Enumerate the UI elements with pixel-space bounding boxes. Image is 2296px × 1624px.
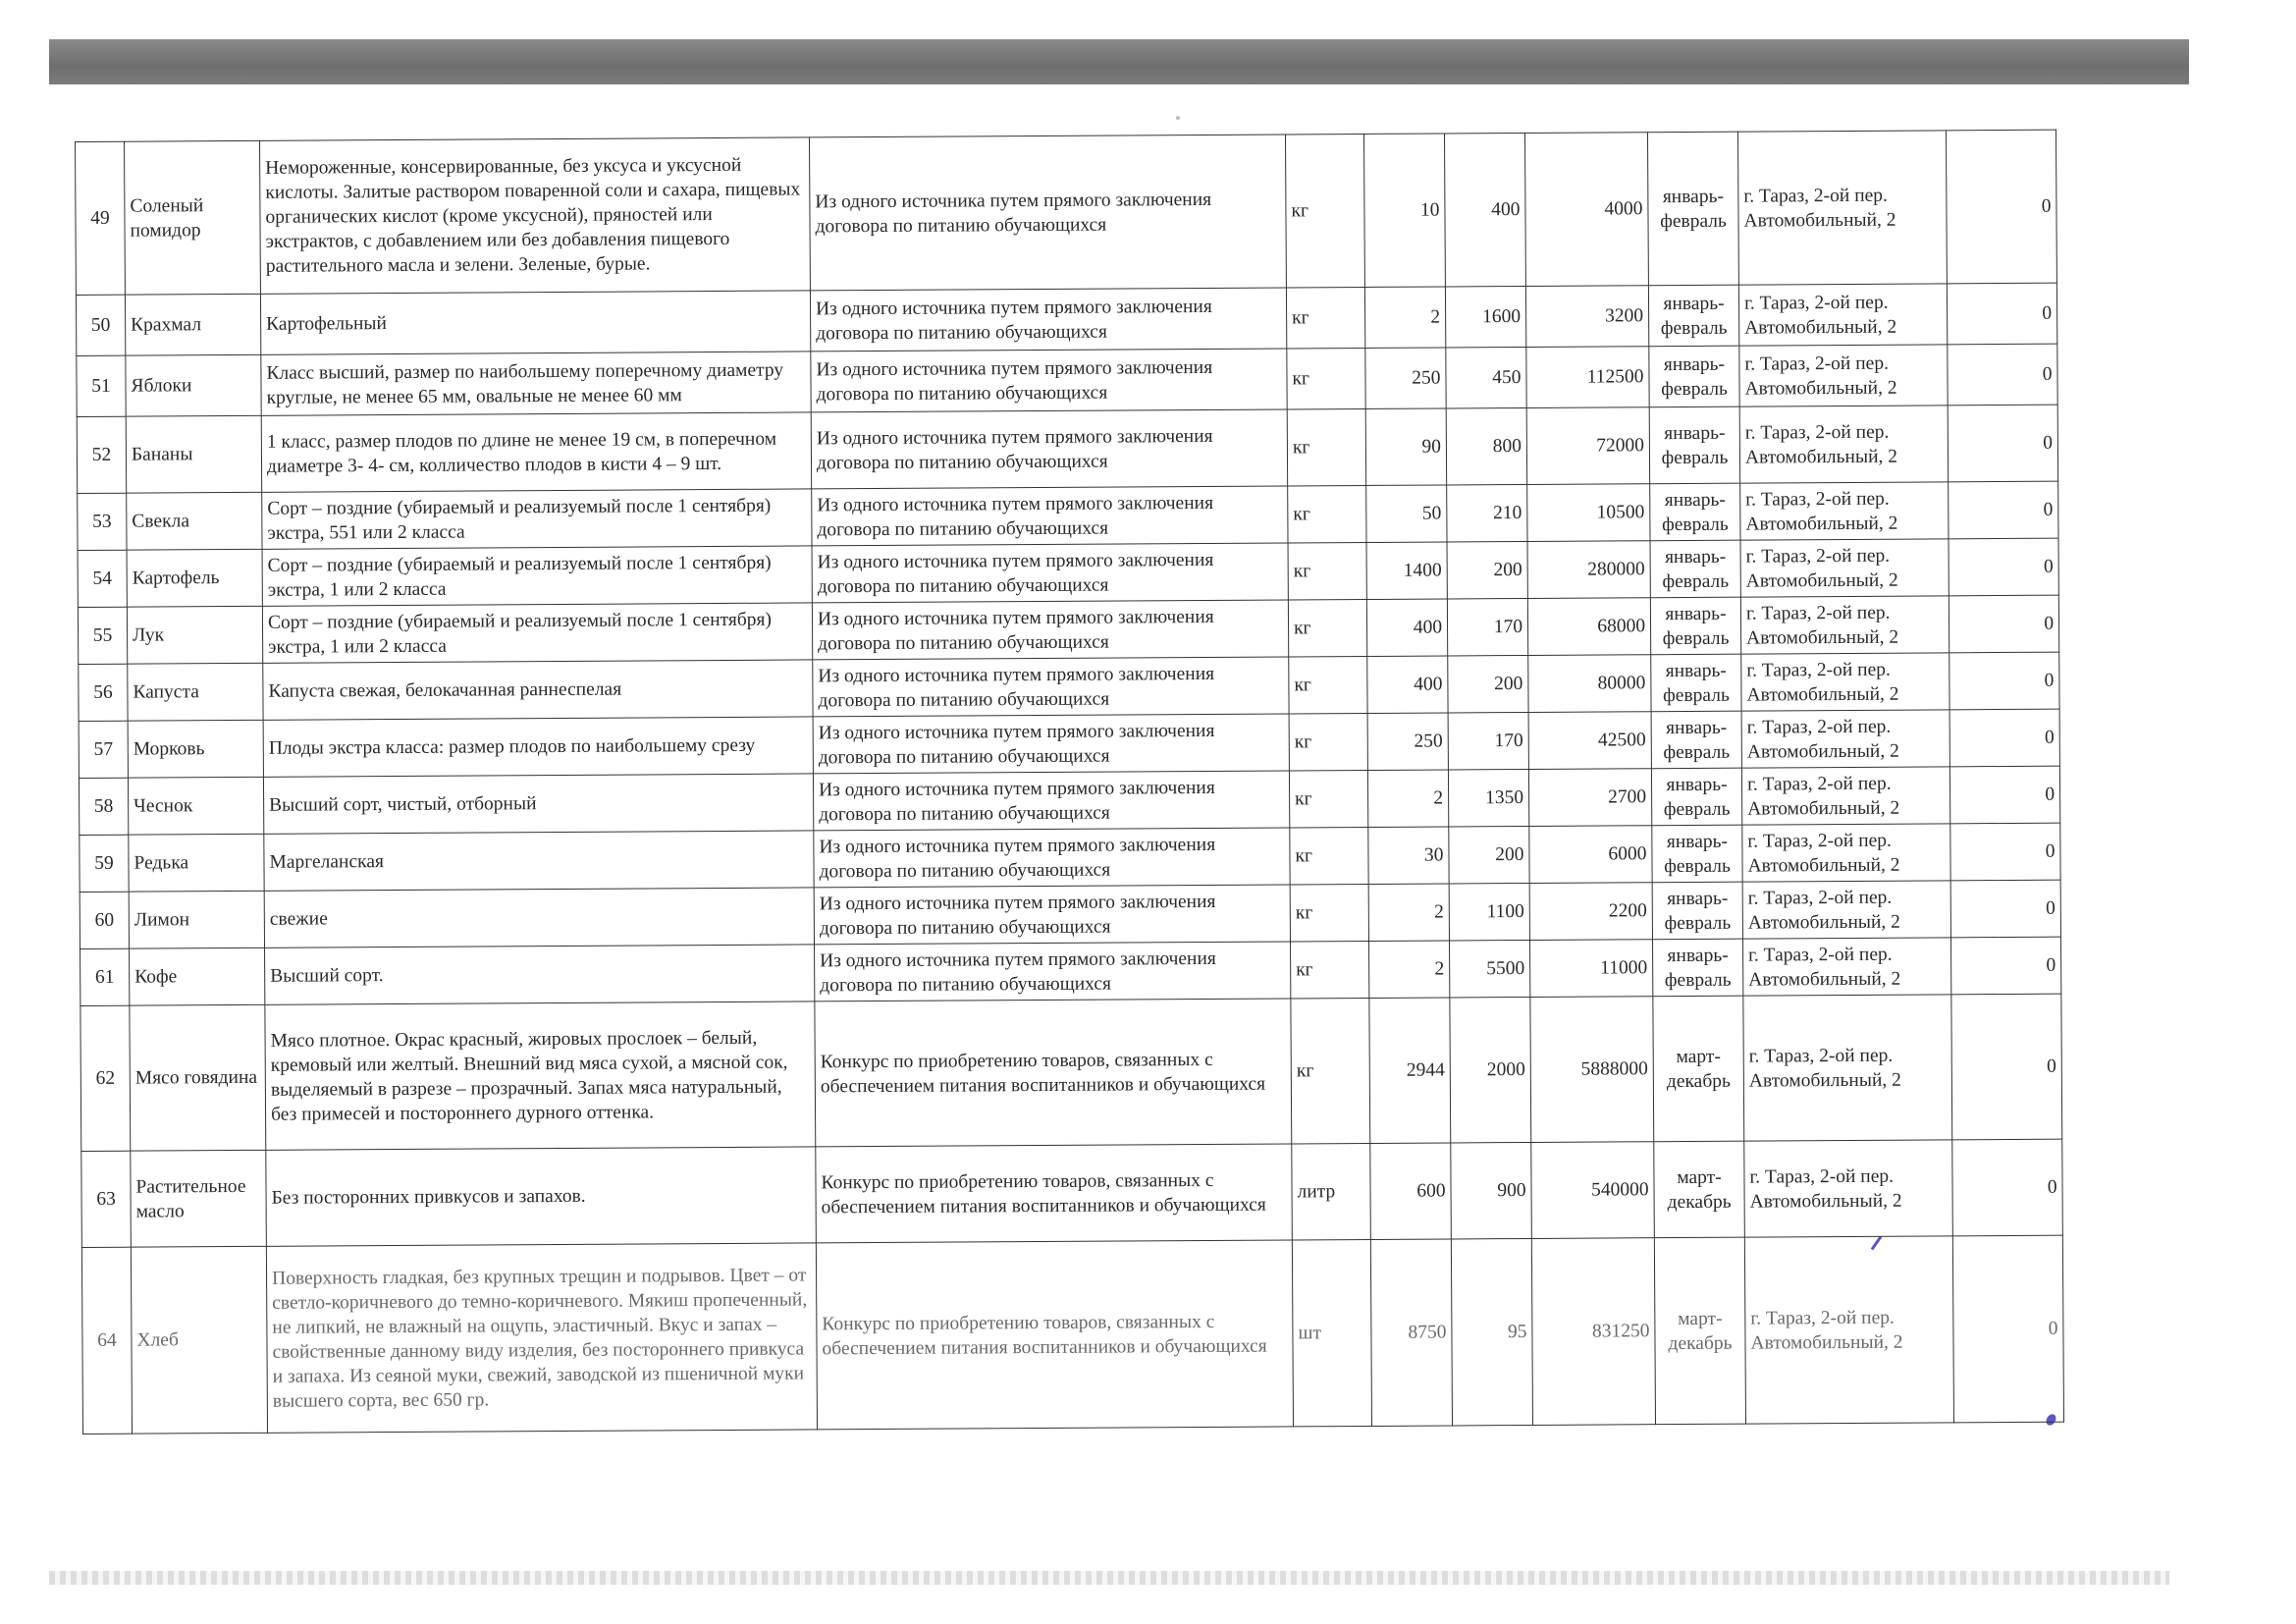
unit: кг	[1291, 998, 1370, 1143]
procurement-table	[75, 130, 2064, 1435]
unit: кг	[1289, 713, 1367, 770]
quantity: 400	[1366, 599, 1447, 656]
advance-percent: 0	[1948, 405, 2057, 482]
product-name: Бананы	[126, 415, 261, 493]
delivery-period: январь-февраль	[1647, 132, 1738, 286]
row-number: 49	[76, 141, 126, 295]
row-number: 57	[79, 721, 128, 778]
procurement-method: Из одного источника путем прямого заключения договора по питанию обучающихся	[813, 771, 1289, 831]
unit: кг	[1288, 599, 1366, 656]
unit-price: 170	[1447, 598, 1527, 655]
total-sum: 11000	[1529, 940, 1652, 998]
table-row	[76, 130, 2057, 295]
product-description: Высший сорт, чистый, отборный	[263, 774, 813, 834]
quantity: 400	[1367, 656, 1448, 713]
scan-top-shadow	[49, 39, 2189, 84]
quantity: 2	[1368, 941, 1449, 998]
product-description: Мясо плотное. Окрас красный, жировых прослоек – белый, кремовый или желтый. Внешний вид мяса сухой, а мясной сок, выделяемый в разрезе – прозрачный. Запах мяса натуральный, без примесей и постороннего дурного оттенка.	[265, 1001, 816, 1150]
product-description: Сорт – поздние (убираемый и реализуемый после 1 сентября) экстра, 1 или 2 класса	[262, 603, 812, 663]
product-name: Свекла	[127, 492, 262, 550]
procurement-method: Из одного источника путем прямого заключения договора по питанию обучающихся	[813, 714, 1289, 774]
product-description: Без посторонних привкусов и запахов.	[266, 1147, 817, 1246]
product-description: Маргеланская	[264, 831, 814, 891]
total-sum: 280000	[1527, 541, 1650, 599]
unit: кг	[1289, 656, 1367, 713]
unit-price: 5500	[1449, 940, 1529, 997]
unit: кг	[1287, 348, 1365, 408]
total-sum: 831250	[1531, 1238, 1655, 1426]
delivery-place: г. Тараз, 2-ой пер. Автомобильный, 2	[1740, 596, 1949, 654]
delivery-place: г. Тараз, 2-ой пер. Автомобильный, 2	[1741, 767, 1949, 825]
delivery-period: январь-февраль	[1652, 939, 1742, 997]
total-sum: 68000	[1527, 598, 1650, 656]
unit-price: 1100	[1449, 883, 1529, 940]
total-sum: 10500	[1527, 484, 1650, 542]
advance-percent: 0	[1950, 880, 2060, 938]
advance-percent: 0	[1946, 130, 2056, 284]
product-description: Капуста свежая, белокачанная раннеспелая	[263, 660, 813, 720]
procurement-method: Из одного источника путем прямого заключения договора по питанию обучающихся	[812, 543, 1288, 603]
product-description: Высший сорт.	[265, 945, 815, 1004]
table-row	[81, 1235, 2063, 1434]
advance-percent: 0	[1949, 538, 2058, 596]
unit: кг	[1288, 542, 1366, 599]
unit-price: 800	[1446, 407, 1526, 484]
unit-price: 1600	[1445, 286, 1525, 347]
delivery-place: г. Тараз, 2-ой пер. Автомобильный, 2	[1744, 1140, 1953, 1237]
product-name: Кофе	[130, 947, 265, 1005]
delivery-period: январь-февраль	[1651, 654, 1741, 712]
procurement-method: Из одного источника путем прямого заключения договора по питанию обучающихся	[809, 135, 1286, 291]
table-row	[80, 994, 2062, 1151]
product-name: Растительное масло	[131, 1150, 267, 1247]
total-sum: 42500	[1528, 712, 1651, 770]
delivery-place: г. Тараз, 2-ой пер. Автомобильный, 2	[1739, 406, 1948, 483]
quantity: 2	[1364, 287, 1445, 348]
product-description: Поверхность гладкая, без крупных трещин и подрывов. Цвет – от светло-коричневого до темно-коричневого. Мякиш пропеченный, не липкий, не влажный на ощупь, эластичный. Вкус и запах – свойственные данному виду изделия, без постороннего привкуса и запаха. Из сеяной муки, свежий, заводской из пшеничной муки высшего сорта, вес 650 гр.	[266, 1243, 817, 1433]
delivery-place: г. Тараз, 2-ой пер. Автомобильный, 2	[1740, 482, 1949, 540]
delivery-place: г. Тараз, 2-ой пер. Автомобильный, 2	[1741, 653, 1949, 711]
unit: кг	[1289, 770, 1367, 827]
quantity: 50	[1366, 485, 1447, 542]
delivery-place: г. Тараз, 2-ой пер. Автомобильный, 2	[1739, 345, 1948, 406]
row-number: 64	[81, 1247, 132, 1434]
product-name: Яблоки	[126, 354, 261, 416]
product-name: Редька	[129, 834, 264, 892]
product-name: Морковь	[128, 720, 263, 778]
total-sum: 4000	[1524, 133, 1648, 287]
delivery-period: январь-февраль	[1652, 882, 1742, 940]
product-description: 1 класс, размер плодов по длине не менее 19 см, в поперечном диаметре 3- 4- см, колличество плодов в кисти 4 – 9 шт.	[261, 412, 811, 492]
total-sum: 5888000	[1530, 997, 1654, 1143]
delivery-place: г. Тараз, 2-ой пер. Автомобильный, 2	[1743, 995, 1952, 1141]
unit-price: 1350	[1448, 769, 1528, 826]
quantity: 600	[1370, 1143, 1452, 1239]
total-sum: 72000	[1526, 407, 1649, 485]
delivery-place: г. Тараз, 2-ой пер. Автомобильный, 2	[1742, 938, 1950, 996]
product-name: Лимон	[129, 891, 264, 948]
delivery-period: январь-февраль	[1650, 483, 1740, 541]
advance-percent: 0	[1951, 994, 2062, 1140]
unit-price: 450	[1446, 347, 1526, 407]
delivery-period: январь-февраль	[1651, 711, 1741, 769]
unit-price: 200	[1447, 541, 1527, 598]
row-number: 56	[79, 664, 128, 721]
delivery-period: январь-февраль	[1651, 768, 1741, 826]
row-number: 58	[79, 778, 128, 835]
advance-percent: 0	[1950, 823, 2060, 881]
delivery-period: январь-февраль	[1648, 285, 1738, 347]
quantity: 250	[1365, 348, 1446, 408]
row-number: 53	[78, 493, 127, 550]
row-number: 52	[77, 416, 126, 493]
procurement-method: Из одного источника путем прямого заключения договора по питанию обучающихся	[811, 349, 1287, 412]
delivery-place: г. Тараз, 2-ой пер. Автомобильный, 2	[1741, 710, 1949, 768]
row-number: 54	[78, 550, 127, 607]
product-description: Немороженные, консервированные, без уксуса и уксусной кислоты. Залитые раствором поваренной соли и сахара, пищевых органических кислот (кроме уксусной), пряностей или экстрактов, с добавлением или без добавления пищевого растительного масла и зелени. Зеленые, бурые.	[259, 137, 810, 294]
product-description: Сорт – поздние (убираемый и реализуемый после 1 сентября) экстра, 551 или 2 класса	[262, 489, 812, 549]
unit-price: 400	[1444, 133, 1525, 286]
product-name: Соленый помидор	[125, 140, 261, 295]
quantity: 8750	[1370, 1239, 1452, 1426]
quantity: 2	[1367, 770, 1448, 827]
advance-percent: 0	[1948, 344, 2057, 406]
delivery-period: март-декабрь	[1654, 1237, 1745, 1425]
table-row	[81, 1139, 2063, 1247]
total-sum: 6000	[1529, 826, 1652, 884]
unit-price: 95	[1451, 1238, 1532, 1425]
product-description: Класс высший, размер по наибольшему поперечному диаметру круглые, не менее 65 мм, овальные не менее 60 мм	[261, 352, 811, 415]
procurement-method: Из одного источника путем прямого заключения договора по питанию обучающихся	[814, 828, 1290, 888]
advance-percent: 0	[1949, 481, 2058, 539]
delivery-period: март-декабрь	[1654, 1141, 1745, 1238]
product-name: Лук	[127, 606, 262, 664]
total-sum: 2700	[1528, 769, 1651, 827]
delivery-place: г. Тараз, 2-ой пер. Автомобильный, 2	[1742, 824, 1950, 882]
unit-price: 200	[1448, 655, 1528, 712]
row-number: 63	[81, 1151, 132, 1247]
procurement-method: Из одного источника путем прямого заключения договора по питанию обучающихся	[812, 486, 1288, 546]
procurement-method: Из одного источника путем прямого заключения договора по питанию обучающихся	[812, 600, 1288, 660]
advance-percent: 0	[1949, 652, 2059, 710]
row-number: 50	[76, 295, 125, 355]
row-number: 51	[77, 355, 126, 416]
quantity: 250	[1367, 713, 1448, 770]
product-description: Плоды экстра класса: размер плодов по наибольшему срезу	[263, 717, 813, 777]
product-name: Мясо говядина	[130, 1004, 266, 1151]
procurement-method: Конкурс по приобретению товаров, связанных с обеспечением питания воспитанников и обучающихся	[816, 1240, 1293, 1430]
row-number: 60	[80, 892, 129, 948]
advance-percent: 0	[1947, 283, 2056, 345]
unit: шт	[1292, 1239, 1371, 1426]
delivery-place: г. Тараз, 2-ой пер. Автомобильный, 2	[1740, 539, 1949, 597]
delivery-period: январь-февраль	[1650, 597, 1740, 655]
delivery-period: январь-февраль	[1650, 540, 1740, 598]
advance-percent: 0	[1949, 766, 2059, 824]
advance-percent: 0	[1949, 709, 2059, 767]
procurement-method: Конкурс по приобретению товаров, связанных с обеспечением питания воспитанников и обучающихся	[815, 999, 1292, 1147]
procurement-method: Из одного источника путем прямого заключения договора по питанию обучающихся	[813, 657, 1289, 717]
total-sum: 540000	[1531, 1142, 1655, 1239]
delivery-period: январь-февраль	[1649, 406, 1739, 484]
delivery-period: январь-февраль	[1649, 346, 1739, 407]
delivery-place: г. Тараз, 2-ой пер. Автомобильный, 2	[1737, 131, 1947, 285]
quantity: 10	[1363, 134, 1445, 287]
quantity: 2	[1368, 884, 1449, 941]
product-name: Капуста	[128, 663, 263, 721]
delivery-place: г. Тараз, 2-ой пер. Автомобильный, 2	[1742, 881, 1950, 939]
quantity: 90	[1365, 408, 1446, 485]
advance-percent: 0	[1949, 595, 2058, 653]
unit: литр	[1292, 1143, 1371, 1239]
scan-bottom-edge	[49, 1571, 2169, 1585]
quantity: 30	[1368, 827, 1449, 884]
unit: кг	[1287, 408, 1365, 485]
advance-percent: 0	[1950, 937, 2060, 995]
row-number: 61	[80, 948, 130, 1005]
row-number: 59	[80, 835, 129, 892]
delivery-place: г. Тараз, 2-ой пер. Автомобильный, 2	[1738, 284, 1947, 346]
product-description: свежие	[264, 888, 814, 947]
table-row	[77, 405, 2057, 493]
row-number: 55	[78, 607, 127, 664]
quantity: 2944	[1369, 998, 1451, 1143]
total-sum: 3200	[1525, 286, 1648, 348]
scan-speck	[1176, 116, 1180, 120]
row-number: 62	[80, 1005, 131, 1151]
procurement-method: Из одного источника путем прямого заключения договора по питанию обучающихся	[810, 288, 1286, 352]
total-sum: 2200	[1529, 883, 1652, 941]
delivery-period: январь-февраль	[1652, 825, 1742, 883]
unit: кг	[1290, 884, 1368, 941]
product-description: Картофельный	[260, 291, 810, 354]
advance-percent: 0	[1952, 1139, 2063, 1236]
product-name: Хлеб	[131, 1246, 267, 1434]
procurement-method: Из одного источника путем прямого заключения договора по питанию обучающихся	[815, 942, 1291, 1001]
unit-price: 210	[1447, 484, 1527, 541]
product-description: Сорт – поздние (убираемый и реализуемый после 1 сентября) экстра, 1 или 2 класса	[262, 546, 812, 606]
unit: кг	[1285, 134, 1364, 287]
unit-price: 200	[1449, 826, 1529, 883]
unit: кг	[1286, 287, 1364, 348]
product-name: Картофель	[127, 549, 262, 607]
delivery-place: г. Тараз, 2-ой пер. Автомобильный, 2	[1744, 1236, 1953, 1424]
product-name: Чеснок	[128, 777, 263, 835]
unit-price: 900	[1451, 1142, 1532, 1238]
unit: кг	[1290, 827, 1368, 884]
unit: кг	[1291, 941, 1369, 998]
unit: кг	[1288, 485, 1366, 542]
quantity: 1400	[1366, 542, 1447, 599]
advance-percent: 0	[1952, 1235, 2063, 1423]
delivery-period: март-декабрь	[1653, 996, 1744, 1142]
unit-price: 2000	[1450, 997, 1531, 1142]
procurement-method: Из одного источника путем прямого заключения договора по питанию обучающихся	[814, 885, 1290, 945]
procurement-method: Из одного источника путем прямого заключения договора по питанию обучающихся	[811, 409, 1287, 489]
total-sum: 80000	[1528, 655, 1651, 713]
unit-price: 170	[1448, 712, 1528, 769]
total-sum: 112500	[1526, 347, 1649, 408]
procurement-method: Конкурс по приобретению товаров, связанных с обеспечением питания воспитанников и обучающихся	[816, 1144, 1293, 1243]
product-name: Крахмал	[125, 294, 260, 355]
